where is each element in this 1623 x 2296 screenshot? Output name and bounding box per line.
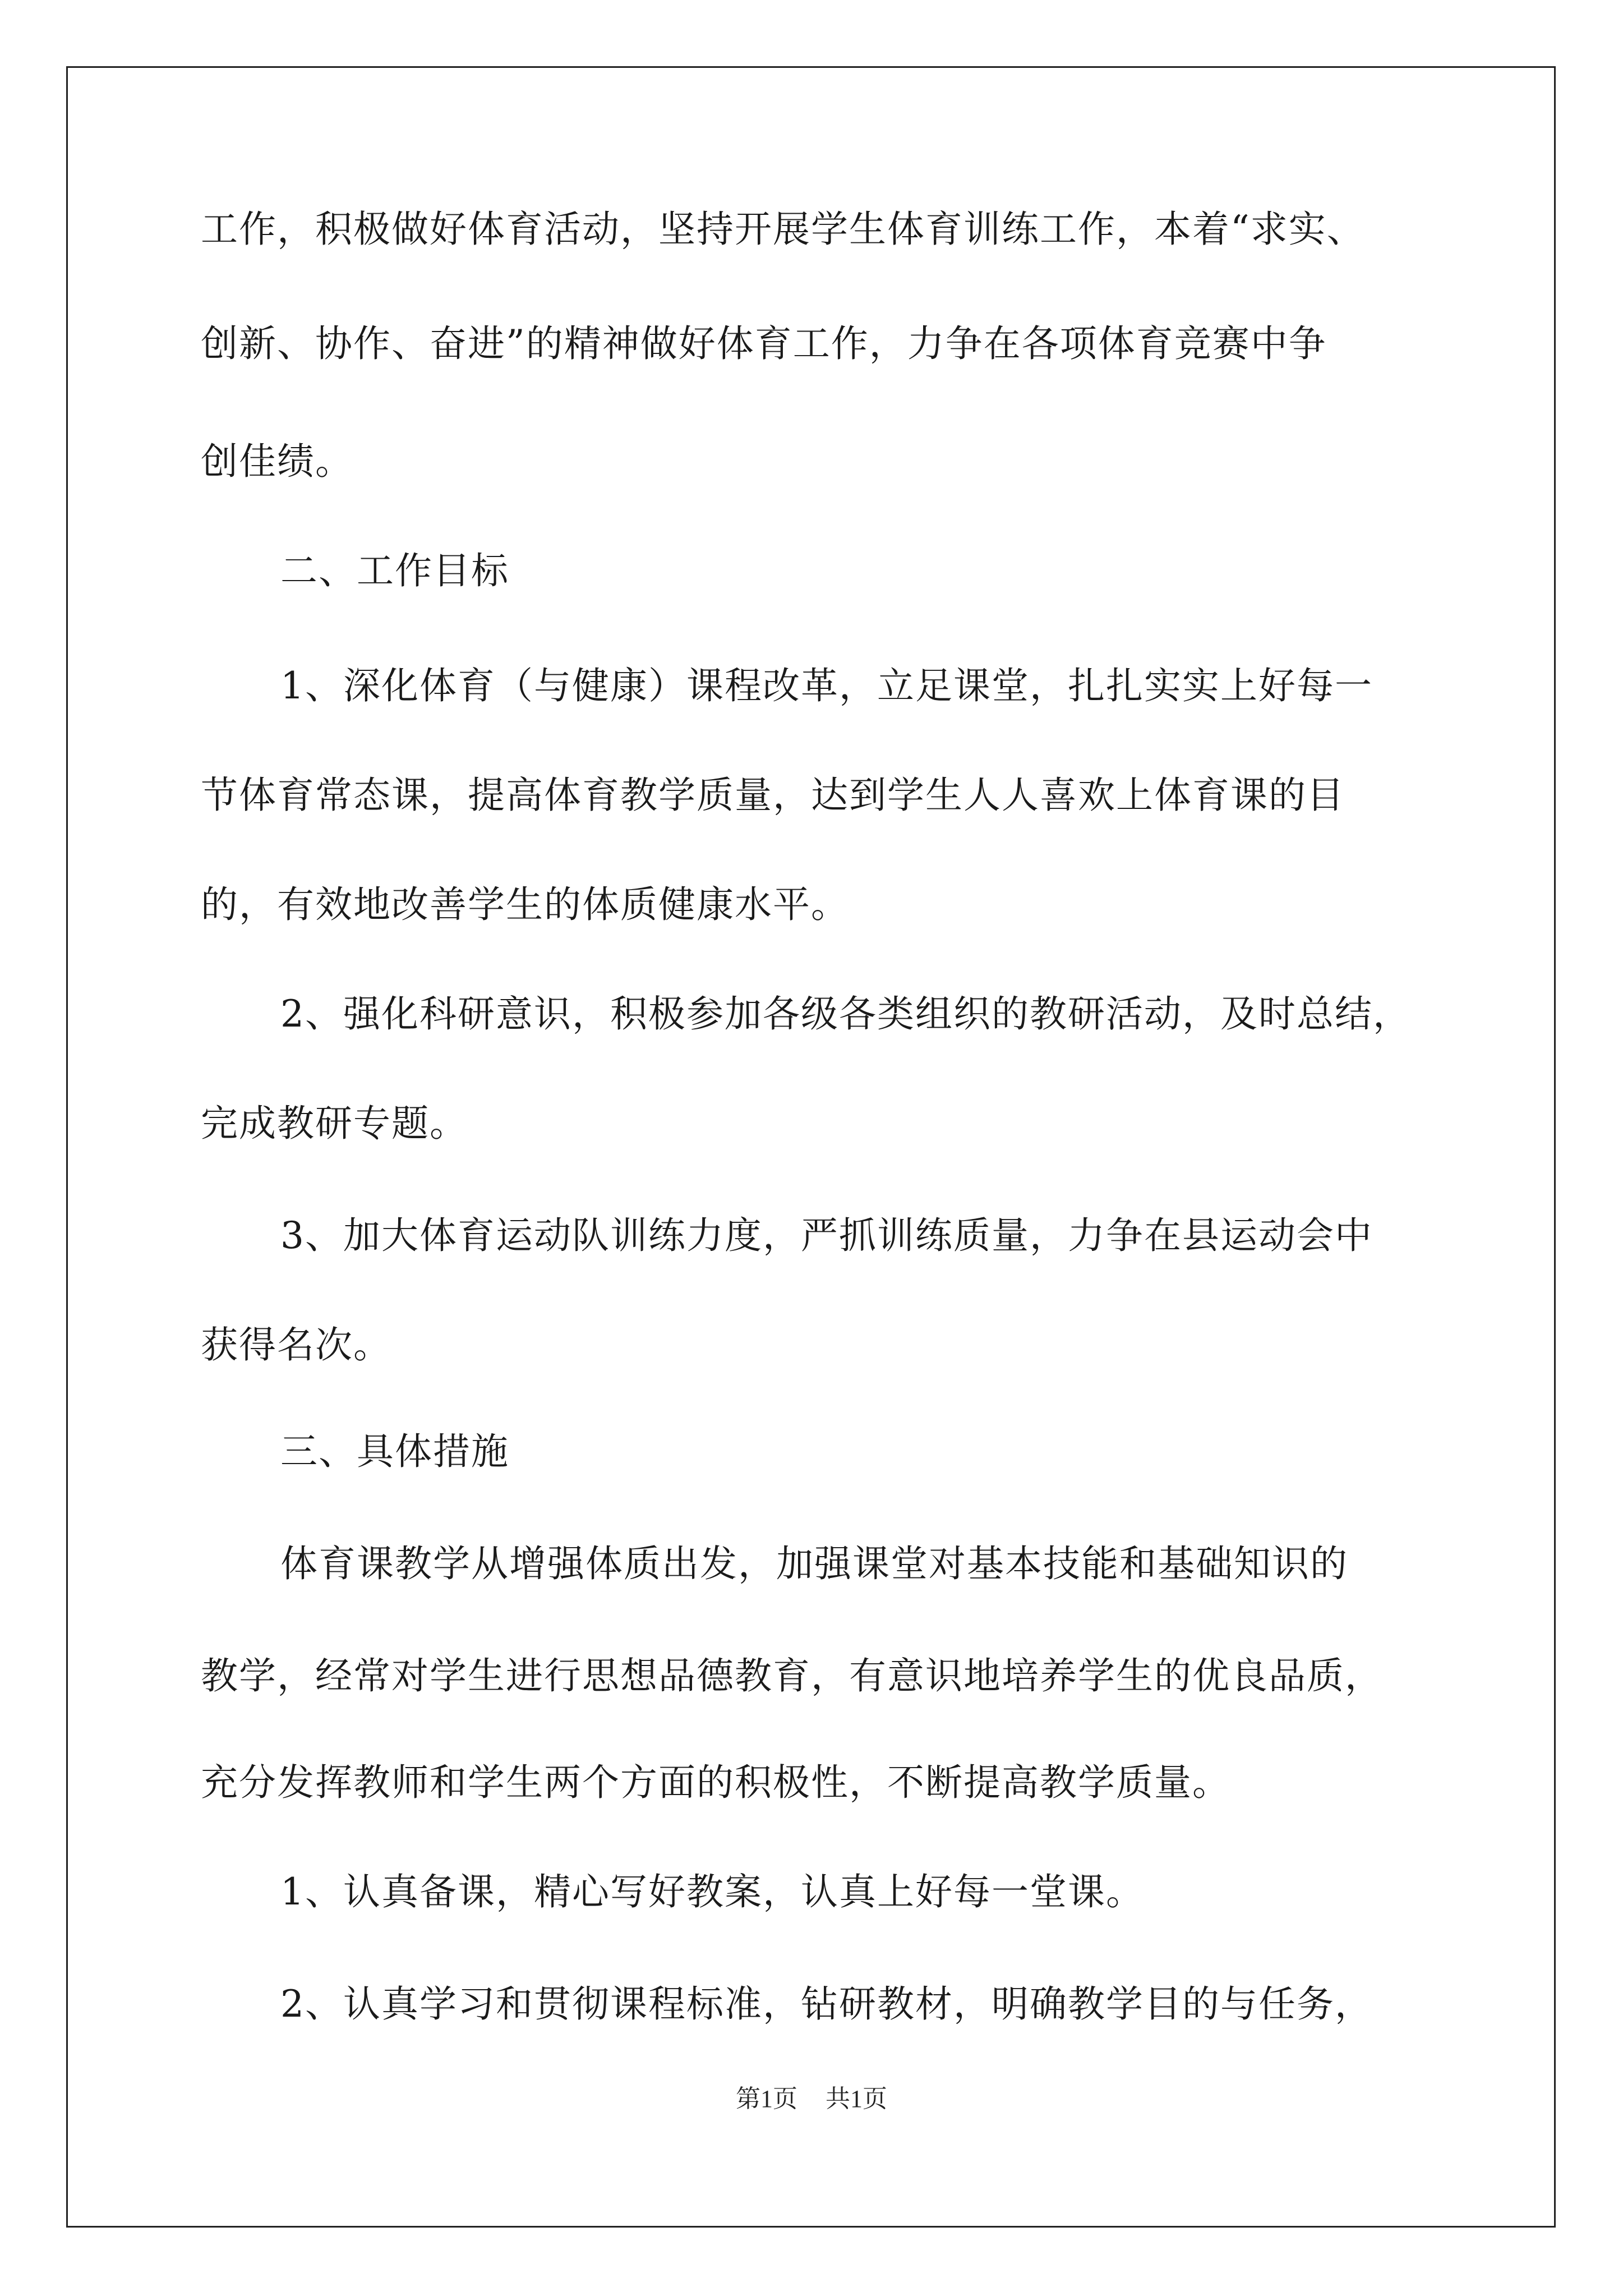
text-line: 充分发挥教师和学生两个方面的积极性，不断提高教学质量。 (201, 1761, 1230, 1804)
page-footer (0, 2087, 1623, 2111)
text-line: 教学，经常对学生进行思想品德教育，有意识地培养学生的优良品质， (201, 1654, 1383, 1697)
section-heading: 二、工作目标 (280, 549, 509, 592)
text-line: 节体育常态课，提高体育教学质量，达到学生人人喜欢上体育课的目 (201, 774, 1345, 817)
page-total: 共1页 (826, 2085, 887, 2113)
text-line: 完成教研专题。 (201, 1102, 468, 1145)
text-line: 创佳绩。 (201, 440, 353, 483)
text-line: 2、强化科研意识，积极参加各级各类组织的教研活动，及时总结， (280, 992, 1411, 1036)
section-heading: 三、具体措施 (280, 1430, 509, 1473)
page-number: 第1页 (736, 2085, 797, 2113)
text-line: 1、深化体育（与健康）课程改革，立足课堂，扎扎实实上好每一 (280, 664, 1373, 707)
text-line: 2、认真学习和贯彻课程标准，钻研教材，明确教学目的与任务， (280, 1982, 1373, 2026)
text-line: 创新、协作、奋进”的精神做好体育工作，力争在各项体育竞赛中争 (201, 322, 1327, 365)
text-line: 获得名次。 (201, 1323, 391, 1366)
text-line: 的，有效地改善学生的体质健康水平。 (201, 883, 849, 926)
text-line: 工作，积极做好体育活动，坚持开展学生体育训练工作，本着“求实、 (201, 208, 1365, 251)
text-line: 1、认真备课，精心写好教案，认真上好每一堂课。 (280, 1870, 1144, 1913)
text-line: 体育课教学从增强体质出发，加强课堂对基本技能和基础知识的 (280, 1542, 1348, 1585)
text-line: 3、加大体育运动队训练力度，严抓训练质量，力争在县运动会中 (280, 1214, 1373, 1257)
